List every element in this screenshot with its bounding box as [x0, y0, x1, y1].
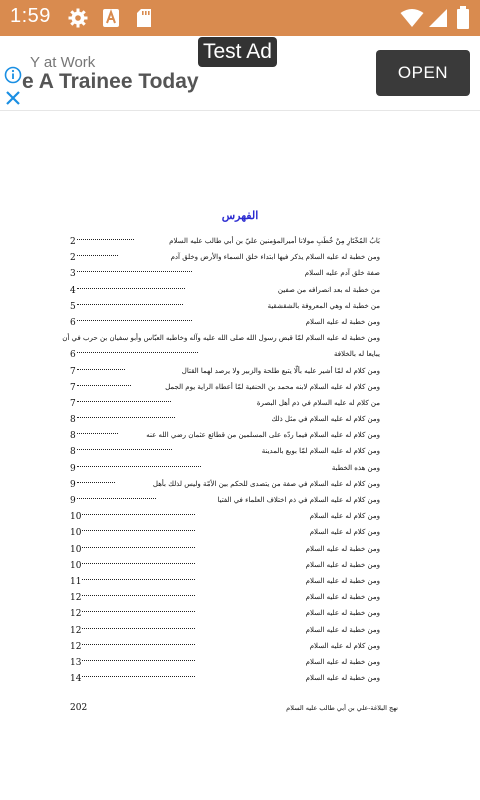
toc-row	[70, 234, 380, 250]
toc-row	[70, 671, 380, 687]
toc-page-number: 2	[70, 253, 76, 264]
toc-row	[70, 283, 380, 299]
toc-leader-dots	[82, 563, 195, 564]
ad-line-1[interactable]: Y at Work	[30, 54, 96, 71]
text-a-icon	[102, 8, 120, 32]
toc-page-number: 10	[70, 528, 82, 539]
toc-leader-dots	[77, 255, 118, 256]
toc-entry-text: ومن خطبة له عليه السلام	[305, 544, 380, 553]
toc-row	[70, 250, 380, 266]
toc-row	[70, 347, 380, 363]
toc-entry-text: ومن كلام له عليه السلام لابنه محمد بن الحنفية لمّا أعطاه الراية يوم الجمل	[165, 382, 380, 391]
toc-page-number: 6	[70, 317, 76, 328]
toc-entry-text: ومن كلام له عليه السلام	[309, 528, 380, 537]
toc-entry-text: ومن كلام له عليه السلام فيما ردّه على المسلمين من قطائع عثمان رضي الله عنه	[146, 431, 380, 440]
toc-row	[70, 364, 380, 380]
toc-row	[70, 606, 380, 622]
toc-entry-text: ومن خطبة له عليه السلام	[305, 576, 380, 585]
toc-entry-text: ومن خطبة له عليه السلام لمّا قبض رسول الله صلى الله عليه وآله وخاطبه العبّاس وأبو سفيان بن حرب في أن	[62, 334, 380, 343]
ad-banner[interactable]	[0, 36, 480, 111]
toc-leader-dots	[82, 611, 195, 612]
toc-leader-dots	[77, 401, 171, 402]
toc-entry-text: ومن خطبة له عليه السلام يذكر فيها ابتداء خلق السماء والأرض وخلق آدم	[170, 253, 380, 262]
ad-line-2[interactable]: e A Trainee Today	[22, 70, 199, 93]
sd-card-icon	[136, 8, 152, 32]
toc-row	[70, 655, 380, 671]
ad-info-icon[interactable]	[4, 66, 22, 88]
signal-icon	[428, 8, 448, 32]
toc-page-number: 7	[70, 398, 76, 409]
toc-leader-dots	[77, 288, 185, 289]
toc-page-number: 12	[70, 641, 82, 652]
test-ad-badge: Test Ad	[198, 37, 277, 67]
toc-row	[70, 412, 380, 428]
toc-entry-text: من كلام له عليه السلام في ذم أهل البصرة	[256, 398, 380, 407]
toc-entry-text: يبايعا له بالخلافة	[334, 350, 380, 359]
toc-leader-dots	[77, 239, 134, 240]
toc-row	[70, 493, 380, 509]
toc-leader-dots	[77, 466, 201, 467]
toc-entry-text: صفة خلق آدم عليه السلام	[304, 269, 380, 278]
wifi-icon	[400, 8, 424, 32]
toc-leader-dots	[82, 595, 195, 596]
toc-entry-text: ومن كلام له لمّا أشير عليه بألّا يتبع طلحة والزبير ولا يرصد لهما القتال	[181, 366, 380, 375]
toc-page-number: 4	[70, 285, 76, 296]
toc-row	[70, 428, 380, 444]
toc-leader-dots	[77, 352, 198, 353]
toc-page-number: 12	[70, 593, 82, 604]
book-title-footer: نهج البلاغة-علي بن أبي طالب عليه السلام	[286, 704, 398, 712]
toc-page-number: 10	[70, 560, 82, 571]
toc-row	[70, 299, 380, 315]
toc-row	[70, 396, 380, 412]
toc-page-number: 7	[70, 382, 76, 393]
toc-leader-dots	[77, 482, 115, 483]
ad-open-button[interactable]: OPEN	[376, 50, 470, 96]
toc-leader-dots	[77, 304, 183, 305]
toc-leader-dots	[77, 449, 172, 450]
battery-icon	[456, 6, 470, 34]
toc-leader-dots	[77, 320, 192, 321]
toc-row	[70, 461, 380, 477]
toc-title: الفهرس	[221, 209, 259, 222]
toc-leader-dots	[77, 417, 175, 418]
toc-row	[62, 331, 380, 347]
toc-leader-dots	[82, 628, 195, 629]
status-bar	[0, 0, 480, 36]
toc-entry-text: ومن كلام له عليه السلام في ذم اختلاف العلماء في الفتيا	[217, 496, 380, 504]
toc-leader-dots	[77, 271, 192, 272]
toc-entry-text: ومن خطبة له عليه السلام	[305, 609, 380, 618]
toc-row	[70, 558, 380, 574]
toc-entry-text: ومن خطبة له عليه السلام	[305, 317, 380, 326]
toc-page-number: 11	[70, 576, 82, 587]
toc-leader-dots	[77, 498, 156, 499]
toc-row	[70, 509, 380, 525]
toc-page-number: 8	[70, 447, 76, 458]
toc-row	[70, 477, 380, 493]
toc-entry-text: من خطبة له وهي المعروفة بالشقشقية	[267, 301, 380, 310]
toc-row	[70, 525, 380, 541]
toc-page-number: 8	[70, 415, 76, 426]
toc-entry-text: بَابُ المُخْتَارِ مِنْ خُطَبِ مولانا أميرالمؤمنين عليّ بن أبي طالب عليه السلام	[169, 237, 380, 245]
toc-leader-dots	[82, 676, 195, 677]
toc-page-number: 12	[70, 625, 82, 636]
toc-page-number: 9	[70, 496, 76, 506]
toc-row	[70, 542, 380, 558]
toc-row	[70, 590, 380, 606]
pdf-page[interactable]	[0, 111, 480, 800]
toc-page-number: 9	[70, 479, 76, 490]
toc-entry-text: ومن كلام له عليه السلام	[309, 512, 380, 521]
toc-leader-dots	[82, 530, 195, 531]
toc-entry-text: ومن خطبة له عليه السلام	[305, 674, 380, 683]
toc-page-number: 12	[70, 609, 82, 620]
toc-leader-dots	[77, 433, 118, 434]
toc-row	[70, 266, 380, 282]
toc-entry-text: ومن خطبة له عليه السلام	[305, 593, 380, 602]
toc-row	[70, 574, 380, 590]
toc-leader-dots	[77, 385, 131, 386]
page-number: 202	[70, 703, 88, 713]
toc-page-number: 6	[70, 350, 76, 361]
status-time: 1:59	[10, 5, 51, 27]
toc-leader-dots	[82, 547, 195, 548]
toc-entry-text: ومن كلام له عليه السلام في مثل ذلك	[271, 415, 380, 424]
toc-entry-text: ومن خطبة له عليه السلام	[305, 625, 380, 634]
toc-page-number: 10	[70, 512, 82, 523]
toc-page-number: 3	[70, 269, 76, 280]
settings-icon	[68, 8, 88, 32]
toc-entry-text: من خطبة له بعد انصرافه من صفين	[277, 285, 380, 294]
toc-page-number: 5	[70, 301, 76, 312]
toc-entry-text: ومن خطبة له عليه السلام	[305, 560, 380, 569]
toc-entry-text: ومن هذه الخطبة	[331, 463, 380, 472]
toc-page-number: 10	[70, 544, 82, 555]
toc-page-number: 2	[70, 237, 76, 247]
toc-leader-dots	[82, 644, 195, 645]
toc-page-number: 14	[70, 674, 82, 685]
toc-page-number: 13	[70, 657, 82, 668]
toc-entry-text: ومن كلام له عليه السلام في صفة من يتصدى للحكم بين الأمّة وليس لذلك بأهل	[152, 479, 380, 488]
toc-page-number: 8	[70, 431, 76, 442]
toc-page-number: 7	[70, 366, 76, 377]
toc-row	[70, 315, 380, 331]
toc-leader-dots	[82, 579, 195, 580]
toc-row	[70, 444, 380, 460]
toc-leader-dots	[77, 369, 125, 370]
toc-leader-dots	[82, 660, 195, 661]
ad-close-icon[interactable]	[5, 90, 21, 110]
toc-page-number: 9	[70, 463, 76, 474]
toc-row	[70, 380, 380, 396]
toc-entry-text: ومن كلام له عليه السلام	[309, 641, 380, 650]
toc-row	[70, 623, 380, 639]
toc-row	[70, 639, 380, 655]
toc-leader-dots	[82, 514, 195, 515]
toc-entry-text: ومن خطبة له عليه السلام	[305, 657, 380, 666]
toc-entry-text: ومن كلام له عليه السلام لمّا بويع بالمدينة	[261, 447, 380, 456]
toc-list	[62, 234, 380, 687]
